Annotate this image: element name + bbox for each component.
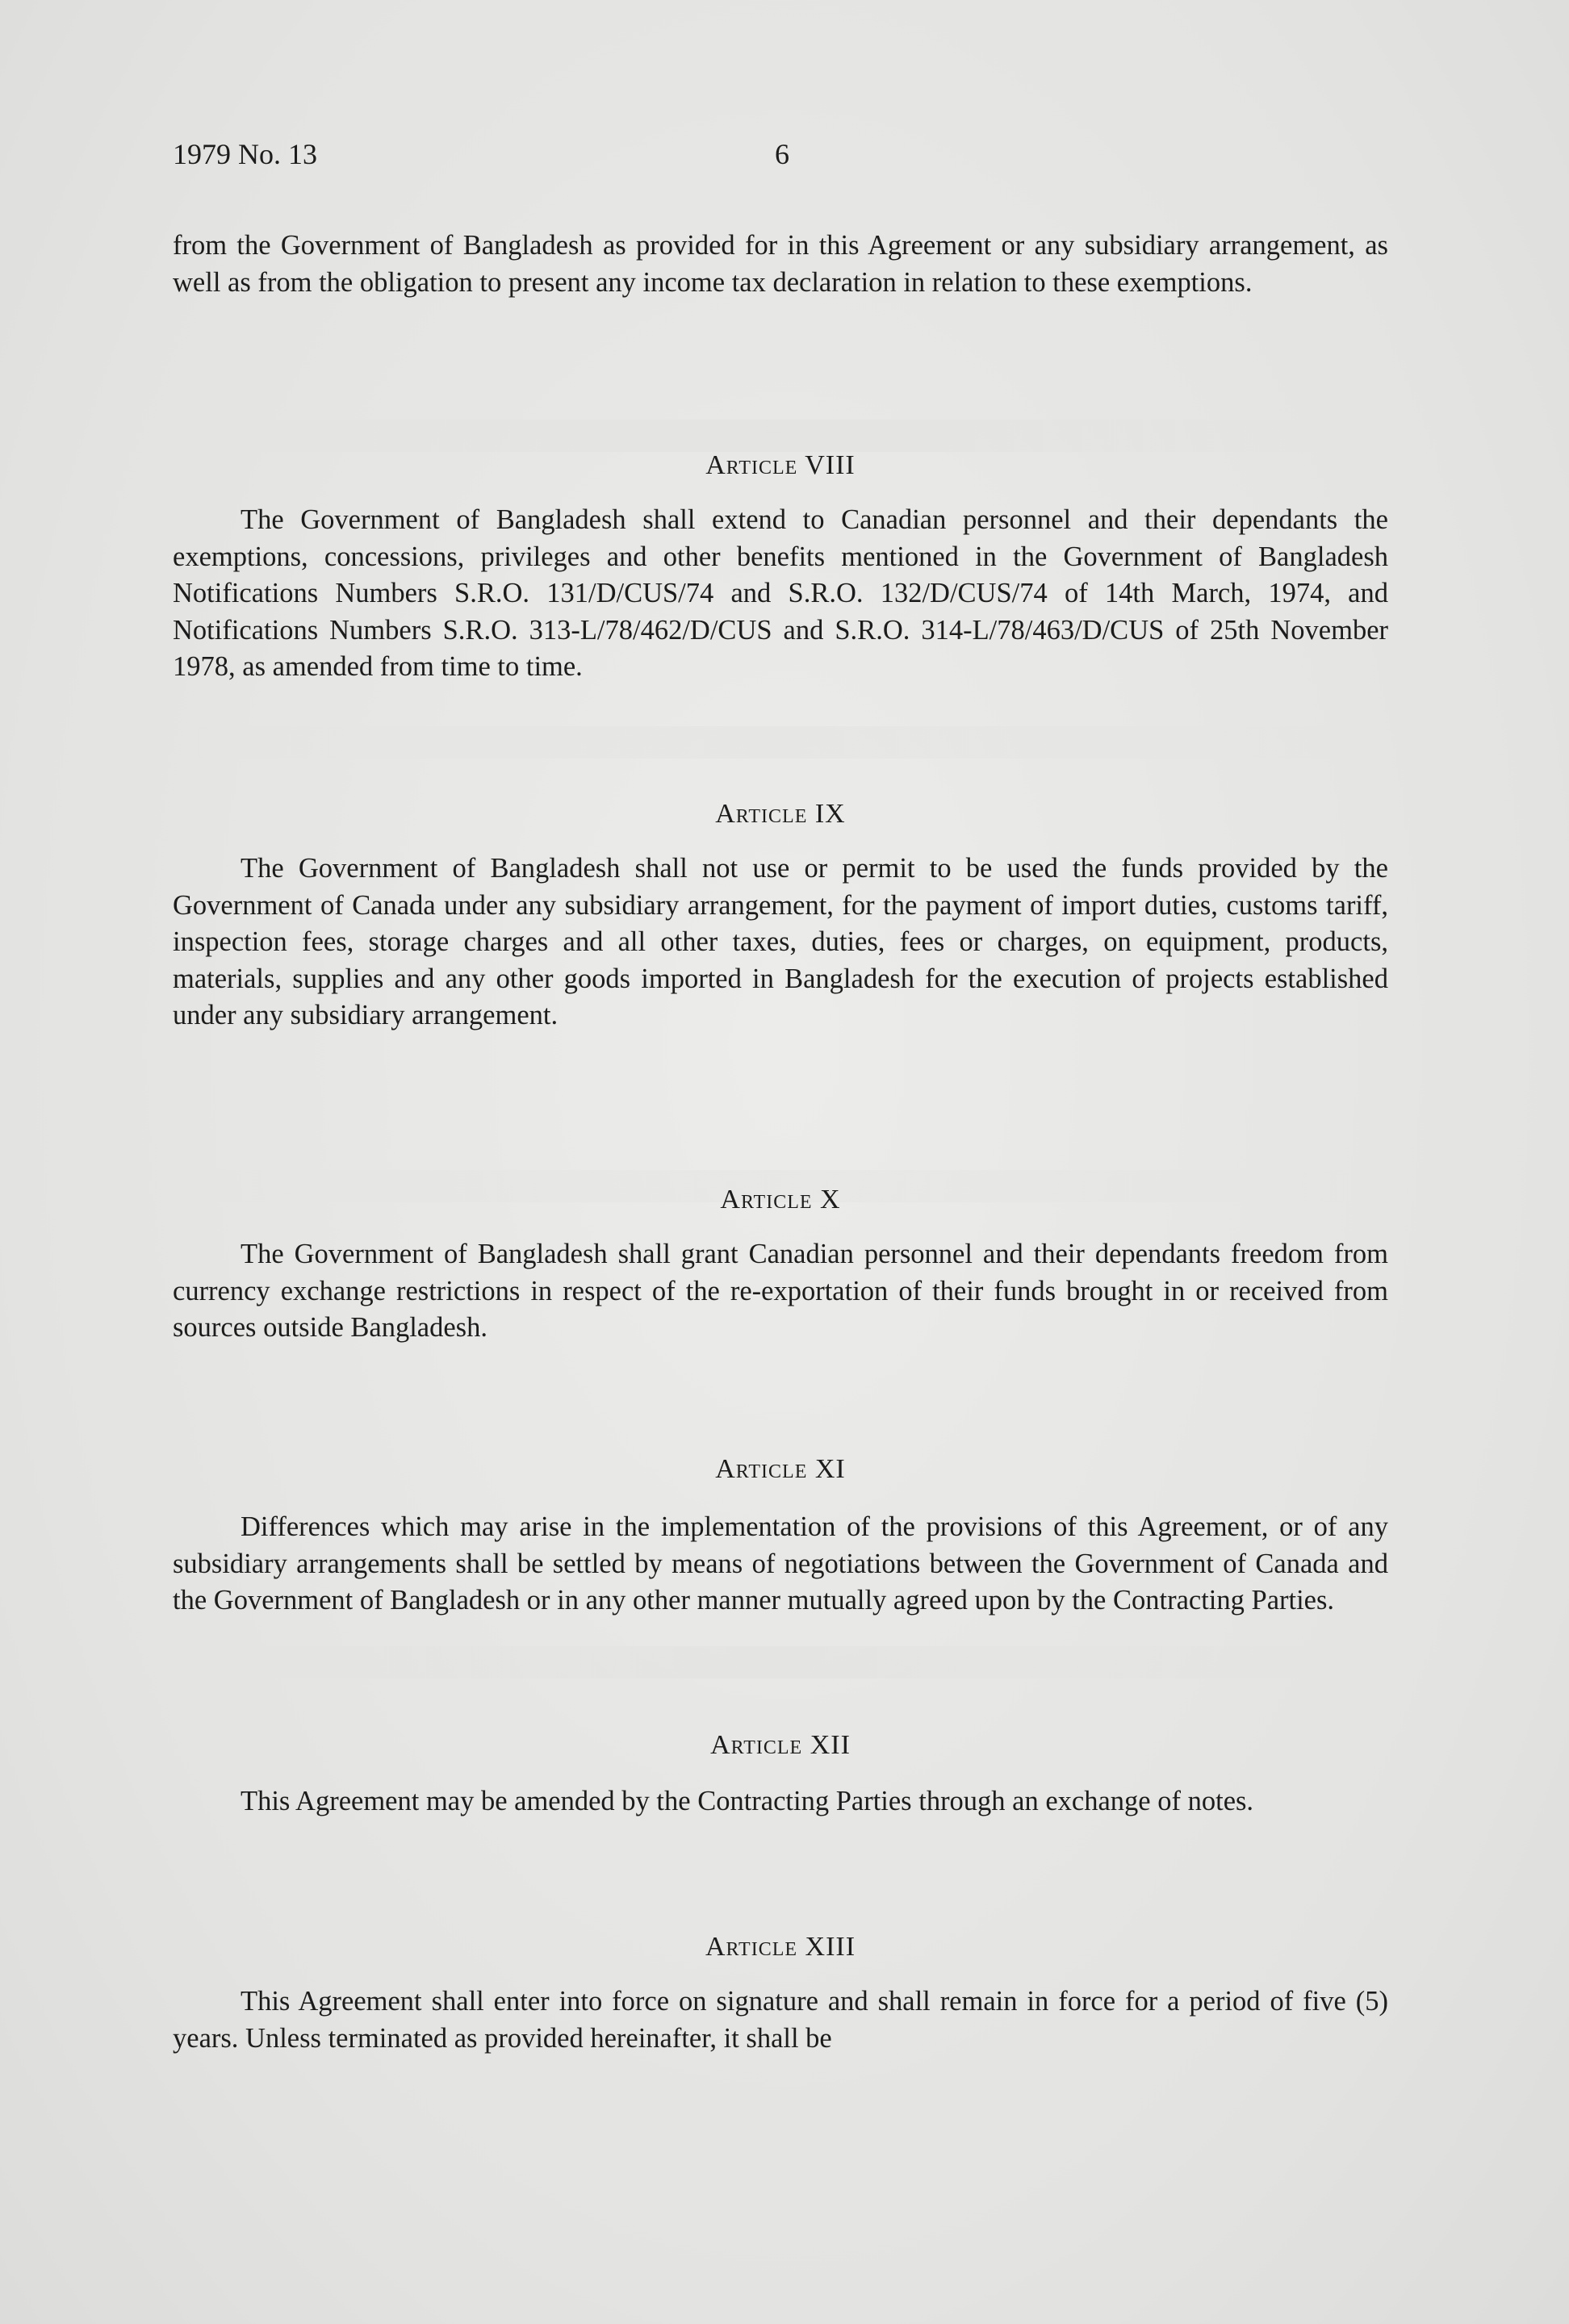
article-10-text: The Government of Bangladesh shall grant Canadian personnel and their dependants freedom from currency exchange restrictions in respect of the re-exportation of their funds brought in or received from sources outside Bangladesh. — [173, 1239, 1388, 1343]
article-8-heading: Article VIII — [705, 450, 856, 480]
article-12-heading: Article XII — [710, 1730, 851, 1760]
article-13-text: This Agreement shall enter into force on signature and shall remain in force for a period of five (5) years. Unless terminated as provided hereinafter, it shall be — [173, 1986, 1388, 2054]
article-8-body — [173, 502, 1388, 686]
article-11-body — [173, 1509, 1388, 1620]
article-8-text: The Government of Bangladesh shall extend to Canadian personnel and their dependants the exemptions, concessions, privileges and other benefits mentioned in the Government of Bangladesh Notifications Numbers S.R.O. 131/D/CUS/74 and S.R.O. 132/D/CUS/74 of 14th March, 1974, and Notifications Numbers S.R.O. 313-L/78/462/D/CUS and S.R.O. 314-L/78/463/D/CUS of 25th November 1978, as amended from time to time. — [173, 504, 1388, 682]
intro-paragraph — [173, 228, 1388, 301]
article-9-text: The Government of Bangladesh shall not use or permit to be used the funds provided by the Government of Canada under any subsidiary arrangement, for the payment of import duties, customs tariff, inspection fees, storage charges and all other taxes, duties, fees or charges, on equipment, products, materials, supplies and any other goods imported in Bangladesh for the execution of projects established under any subsidiary arrangement. — [173, 853, 1388, 1030]
bleed-through-shadow — [178, 1646, 1372, 1678]
document-reference: 1979 No. 13 — [173, 138, 317, 170]
article-10-heading: Article X — [720, 1185, 841, 1214]
article-9-heading: Article IX — [715, 799, 846, 829]
bleed-through-shadow — [178, 726, 1372, 759]
article-11-heading: Article XI — [715, 1454, 846, 1484]
article-12-body — [173, 1783, 1388, 1820]
article-13-heading: Article XIII — [705, 1932, 856, 1962]
article-10-body — [173, 1236, 1388, 1347]
page-header — [173, 137, 1400, 178]
article-11-text: Differences which may arise in the implementation of the provisions of this Agreement, or of any subsidiary arrangements shall be settled by means of negotiations between the Government of Canada and the Government of Bangladesh or in any other manner mutually agreed upon by the Contracting Parties. — [173, 1511, 1388, 1616]
article-13-body — [173, 1983, 1388, 2057]
bleed-through-shadow — [210, 420, 1340, 452]
article-12-text: This Agreement may be amended by the Contracting Parties through an exchange of notes. — [241, 1786, 1254, 1816]
page-number: 6 — [775, 138, 789, 170]
intro-text: from the Government of Bangladesh as provided for in this Agreement or any subsidiary arrangement, as well as from the obligation to present any income tax declaration in relation to these exemptions. — [173, 230, 1388, 298]
article-9-body — [173, 851, 1388, 1035]
